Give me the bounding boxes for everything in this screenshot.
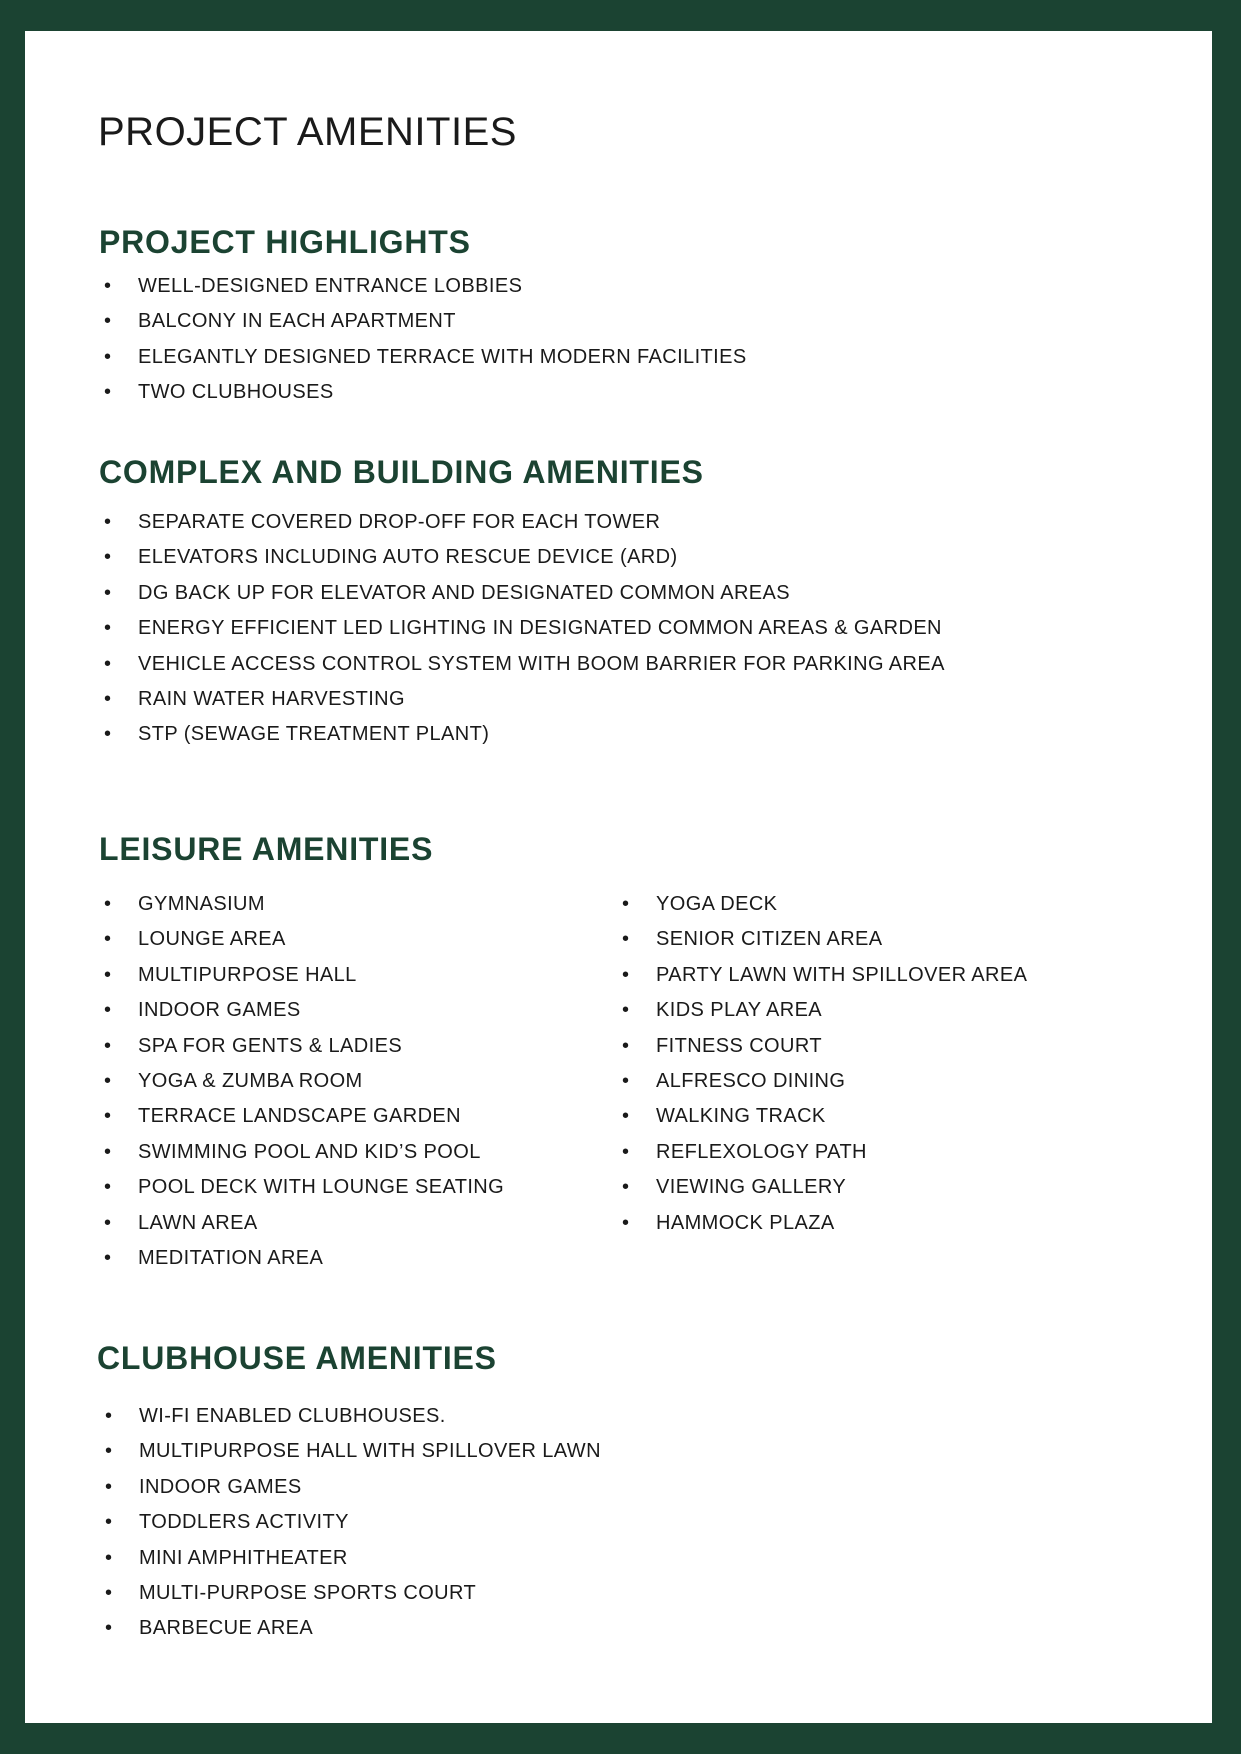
list-item-text: STP (SEWAGE TREATMENT PLANT) bbox=[138, 723, 490, 746]
list-item-text: YOGA & ZUMBA ROOM bbox=[138, 1069, 363, 1092]
bullet-icon: • bbox=[104, 687, 112, 710]
bullet-icon: • bbox=[105, 1546, 113, 1569]
list-item-text: MULTIPURPOSE HALL WITH SPILLOVER LAWN bbox=[139, 1440, 601, 1463]
section-heading-leisure-amenities: LEISURE AMENITIES bbox=[99, 831, 434, 867]
list-item-text: MULTI-PURPOSE SPORTS COURT bbox=[139, 1581, 477, 1604]
bullet-icon: • bbox=[622, 1140, 630, 1163]
bullet-icon: • bbox=[622, 1105, 630, 1128]
bullet-icon: • bbox=[104, 275, 112, 297]
bullet-icon: • bbox=[622, 1211, 630, 1234]
section-heading-project-highlights: PROJECT HIGHLIGHTS bbox=[99, 224, 471, 260]
bullet-icon: • bbox=[104, 345, 112, 368]
bullet-icon: • bbox=[104, 1140, 112, 1163]
list-item-text: SEPARATE COVERED DROP-OFF FOR EACH TOWER bbox=[138, 511, 661, 533]
list-item-text: REFLEXOLOGY PATH bbox=[656, 1140, 867, 1163]
bullet-icon: • bbox=[104, 381, 112, 404]
section-heading-clubhouse-amenities: CLUBHOUSE AMENITIES bbox=[97, 1340, 497, 1376]
list-item-text: TERRACE LANDSCAPE GARDEN bbox=[138, 1105, 461, 1128]
bullet-icon: • bbox=[105, 1617, 113, 1640]
list-item-text: PARTY LAWN WITH SPILLOVER AREA bbox=[656, 963, 1028, 986]
bullet-icon: • bbox=[104, 893, 112, 915]
list-item-text: HAMMOCK PLAZA bbox=[656, 1211, 835, 1234]
list-item-text: WI-FI ENABLED CLUBHOUSES. bbox=[139, 1405, 446, 1427]
section-heading-complex-building-amenities: COMPLEX AND BUILDING AMENITIES bbox=[99, 454, 704, 490]
list-item-text: MINI AMPHITHEATER bbox=[139, 1546, 348, 1569]
bullet-icon: • bbox=[622, 928, 630, 951]
bullet-icon: • bbox=[104, 999, 112, 1022]
list-item-text: LOUNGE AREA bbox=[138, 928, 286, 951]
bullet-icon: • bbox=[104, 1246, 112, 1269]
bullet-icon: • bbox=[105, 1511, 113, 1534]
list-item-text: TODDLERS ACTIVITY bbox=[139, 1511, 349, 1534]
list-item-text: ALFRESCO DINING bbox=[656, 1069, 846, 1092]
list-item-text: VIEWING GALLERY bbox=[656, 1176, 847, 1199]
bullet-icon: • bbox=[104, 652, 112, 675]
list-item-text: ELEVATORS INCLUDING AUTO RESCUE DEVICE (ARD) bbox=[138, 546, 678, 569]
list-item-text: RAIN WATER HARVESTING bbox=[138, 687, 405, 710]
list-item-text: SWIMMING POOL AND KID’S POOL bbox=[138, 1140, 481, 1163]
list-item-text: BALCONY IN EACH APARTMENT bbox=[138, 310, 456, 333]
list-item-text: ENERGY EFFICIENT LED LIGHTING IN DESIGNATED COMMON AREAS & GARDEN bbox=[138, 617, 942, 640]
bullet-icon: • bbox=[104, 617, 112, 640]
bullet-icon: • bbox=[622, 963, 630, 986]
list-item-text: SENIOR CITIZEN AREA bbox=[656, 928, 883, 951]
bullet-icon: • bbox=[104, 723, 112, 746]
bullet-icon: • bbox=[622, 893, 630, 915]
page-title: PROJECT AMENITIES bbox=[98, 110, 517, 154]
bullet-icon: • bbox=[622, 1069, 630, 1092]
bullet-icon: • bbox=[104, 1211, 112, 1234]
list-item-text: MULTIPURPOSE HALL bbox=[138, 963, 357, 986]
bullet-icon: • bbox=[104, 963, 112, 986]
bullet-icon: • bbox=[104, 546, 112, 569]
list-item-text: KIDS PLAY AREA bbox=[656, 999, 823, 1022]
bullet-icon: • bbox=[622, 1034, 630, 1057]
bullet-icon: • bbox=[104, 1034, 112, 1057]
list-item-text: MEDITATION AREA bbox=[138, 1246, 324, 1269]
bullet-icon: • bbox=[104, 511, 112, 533]
list-item-text: BARBECUE AREA bbox=[139, 1617, 314, 1640]
list-item-text: VEHICLE ACCESS CONTROL SYSTEM WITH BOOM BARRIER FOR PARKING AREA bbox=[138, 652, 945, 675]
list-item-text: TWO CLUBHOUSES bbox=[138, 381, 334, 404]
bullet-icon: • bbox=[105, 1581, 113, 1604]
bullet-icon: • bbox=[622, 1176, 630, 1199]
list-item-text: LAWN AREA bbox=[138, 1211, 258, 1234]
bullet-icon: • bbox=[104, 1105, 112, 1128]
list-item-text: YOGA DECK bbox=[656, 893, 778, 915]
list-item-text: GYMNASIUM bbox=[138, 893, 265, 915]
list-item-text: ELEGANTLY DESIGNED TERRACE WITH MODERN FACILITIES bbox=[138, 345, 747, 368]
list-item-text: INDOOR GAMES bbox=[139, 1475, 302, 1498]
list-item-text: SPA FOR GENTS & LADIES bbox=[138, 1034, 403, 1057]
list-item-text: DG BACK UP FOR ELEVATOR AND DESIGNATED COMMON AREAS bbox=[138, 581, 791, 604]
bullet-icon: • bbox=[104, 310, 112, 333]
list-item-text: POOL DECK WITH LOUNGE SEATING bbox=[138, 1176, 505, 1199]
list-item-text: FITNESS COURT bbox=[656, 1034, 822, 1057]
bullet-icon: • bbox=[105, 1440, 113, 1463]
bullet-icon: • bbox=[105, 1475, 113, 1498]
list-item-text: WELL-DESIGNED ENTRANCE LOBBIES bbox=[138, 275, 523, 297]
list-item-text: INDOOR GAMES bbox=[138, 999, 301, 1022]
bullet-icon: • bbox=[104, 1069, 112, 1092]
bullet-icon: • bbox=[104, 581, 112, 604]
bullet-icon: • bbox=[104, 1176, 112, 1199]
bullet-icon: • bbox=[105, 1405, 113, 1427]
bullet-icon: • bbox=[622, 999, 630, 1022]
list-item-text: WALKING TRACK bbox=[656, 1105, 826, 1128]
bullet-icon: • bbox=[104, 928, 112, 951]
